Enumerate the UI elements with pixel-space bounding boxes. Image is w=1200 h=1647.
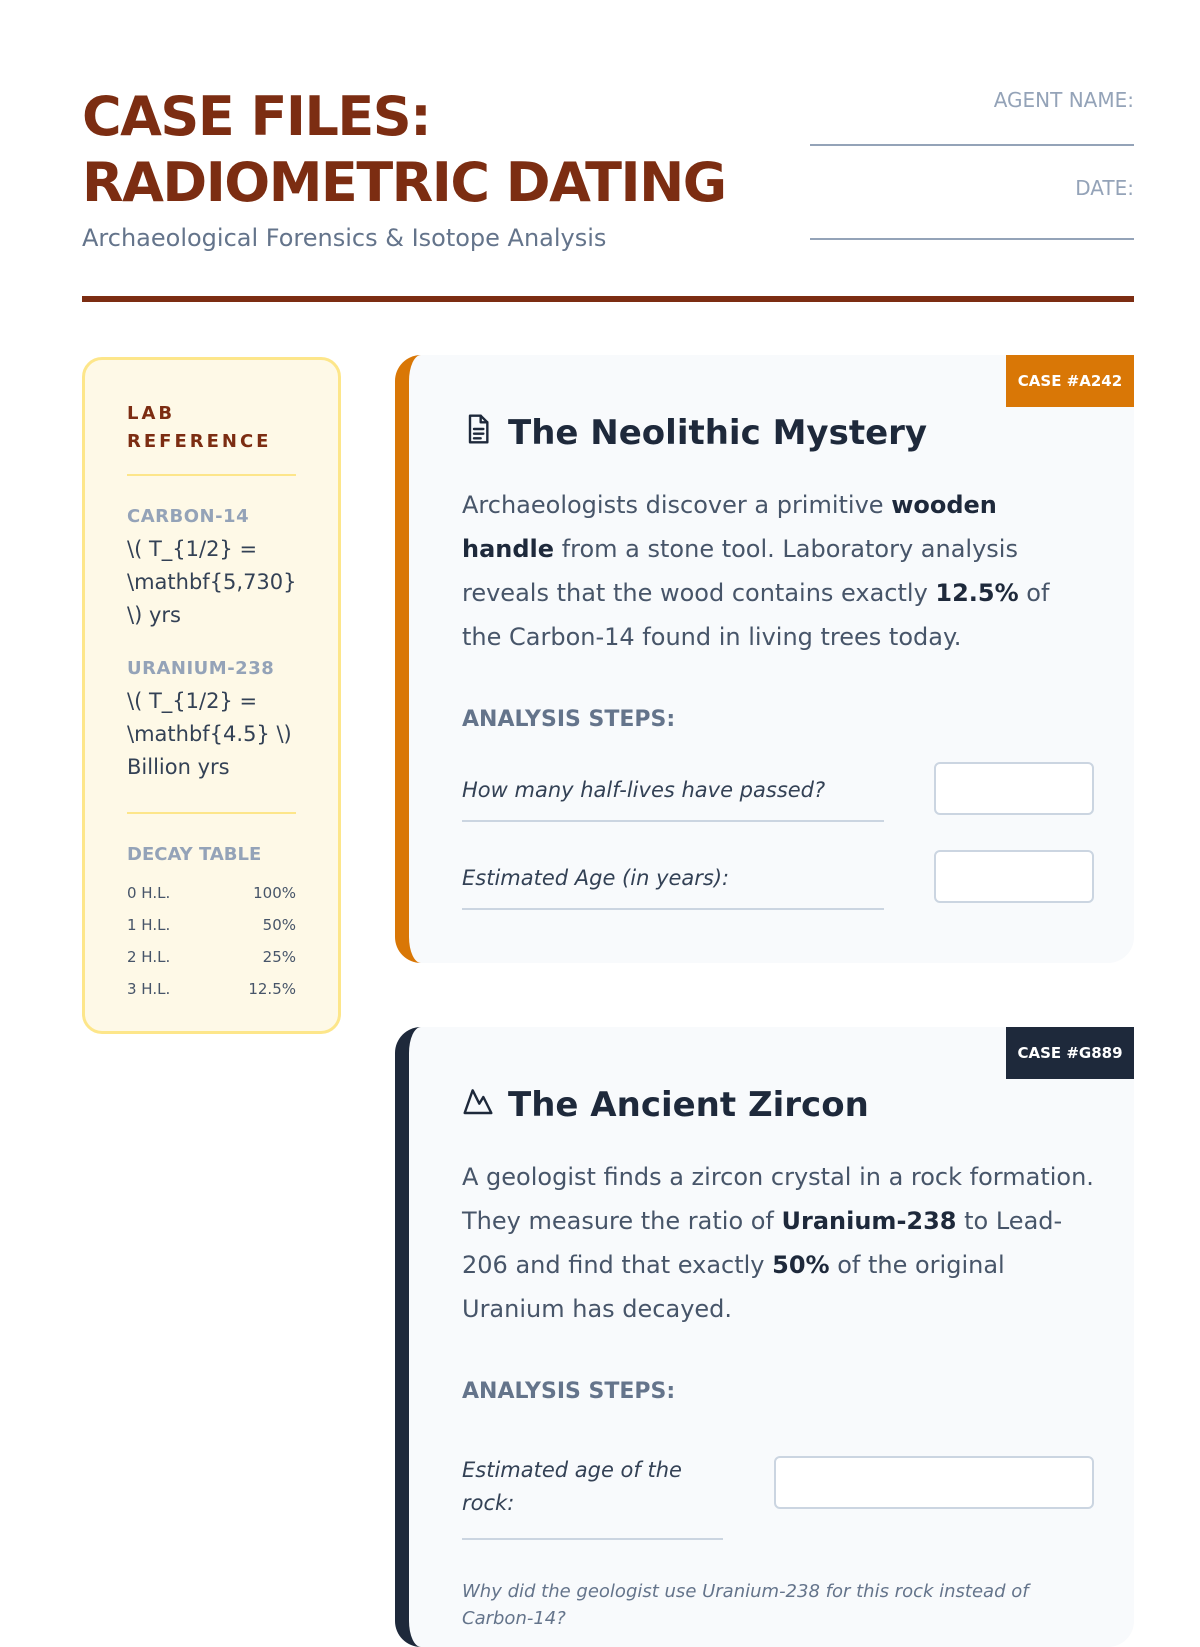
agent-name-label: AGENT NAME: (993, 88, 1134, 112)
question-estimated-age: Estimated Age (in years): (462, 866, 884, 910)
analysis-steps-label: ANALYSIS STEPS: (462, 707, 676, 732)
sidebar-divider (127, 812, 296, 814)
case-title-text: The Neolithic Mystery (508, 413, 928, 453)
half-life-line: \( T_{1/2} = (127, 537, 258, 561)
half-life-line: Billion yrs (127, 755, 230, 779)
lab-reference-panel (82, 357, 341, 1034)
isotope-name: CARBON-14 (127, 506, 250, 527)
body-text: from a stone tool. Laboratory analysis reveals that the wood contains exactly (462, 535, 1018, 607)
header-divider (82, 296, 1134, 302)
decay-percent: 12.5% (248, 980, 296, 998)
case-card-neolithic (395, 355, 1134, 963)
decay-row (127, 877, 296, 909)
isotope-half-life (127, 533, 296, 632)
half-life-line: \) yrs (127, 603, 181, 627)
decay-table-title: DECAY TABLE (127, 844, 262, 865)
case-badge: CASE #G889 (1006, 1027, 1134, 1079)
decay-row (127, 941, 296, 973)
decay-half-lives: 0 H.L. (127, 884, 171, 902)
half-life-line: \( T_{1/2} = (127, 689, 258, 713)
body-bold: wooden handle (462, 491, 997, 563)
case-badge: CASE #A242 (1006, 355, 1134, 407)
question-rock-age: Estimated age of the rock: (462, 1454, 723, 1540)
case-title (462, 411, 1094, 455)
case-card-zircon (395, 1027, 1134, 1647)
isotope-uranium-238 (127, 658, 296, 784)
case-title-text: The Ancient Zircon (508, 1085, 869, 1125)
question-row (462, 768, 1094, 822)
analysis-steps-label: ANALYSIS STEPS: (462, 1379, 676, 1404)
decay-percent: 25% (262, 948, 296, 966)
half-life-line: \mathbf{4.5} \) (127, 722, 292, 746)
body-text: Archaeologists discover a primitive (462, 491, 892, 519)
estimated-age-answer-input[interactable] (934, 850, 1094, 903)
worksheet-header (82, 84, 1134, 252)
mountain-icon (462, 1085, 494, 1126)
decay-row (127, 973, 296, 1005)
body-bold: Uranium-238 (781, 1207, 957, 1235)
decay-half-lives: 1 H.L. (127, 916, 171, 934)
decay-percent: 100% (253, 884, 296, 902)
question-why-uranium: Why did the geologist use Uranium-238 for this rock instead of Carbon-14? (462, 1581, 1029, 1629)
lab-heading-line-2: REFERENCE (127, 431, 272, 452)
date-field[interactable] (810, 176, 1134, 240)
body-bold: 50% (772, 1251, 830, 1279)
case-description (462, 1155, 1094, 1331)
isotope-carbon-14 (127, 506, 296, 632)
case-title (462, 1083, 1094, 1127)
rock-age-answer-input[interactable] (774, 1456, 1094, 1509)
decay-half-lives: 2 H.L. (127, 948, 171, 966)
question-half-lives: How many half-lives have passed? (462, 778, 884, 822)
document-icon (462, 413, 494, 454)
title-line-2: RADIOMETRIC DATING (82, 151, 726, 214)
decay-half-lives: 3 H.L. (127, 980, 171, 998)
decay-row (127, 909, 296, 941)
agent-info-box (810, 84, 1134, 240)
half-life-line: \mathbf{5,730} (127, 570, 297, 594)
decay-percent: 50% (262, 916, 296, 934)
page-subtitle: Archaeological Forensics & Isotope Analysis (82, 224, 607, 252)
date-label: DATE: (1075, 176, 1134, 200)
question-row (462, 1454, 1094, 1540)
body-text: to Lead-206 and find that exactly (462, 1207, 1063, 1279)
question-row (462, 856, 1094, 910)
case-description (462, 483, 1094, 659)
lab-reference-heading (127, 400, 296, 476)
body-bold: 12.5% (935, 579, 1019, 607)
isotope-half-life (127, 685, 296, 784)
title-line-1: CASE FILES: (82, 85, 431, 148)
body-text: of the Carbon-14 found in living trees today. (462, 579, 1050, 651)
half-lives-answer-input[interactable] (934, 762, 1094, 815)
body-text: A geologist finds a zircon crystal in a rock formation. They measure the ratio of (462, 1163, 1094, 1235)
decay-table (127, 877, 296, 1005)
body-text: of the original Uranium has decayed. (462, 1251, 1005, 1323)
agent-name-field[interactable] (810, 84, 1134, 146)
isotope-name: URANIUM-238 (127, 658, 275, 679)
lab-heading-line-1: LAB (127, 403, 176, 424)
